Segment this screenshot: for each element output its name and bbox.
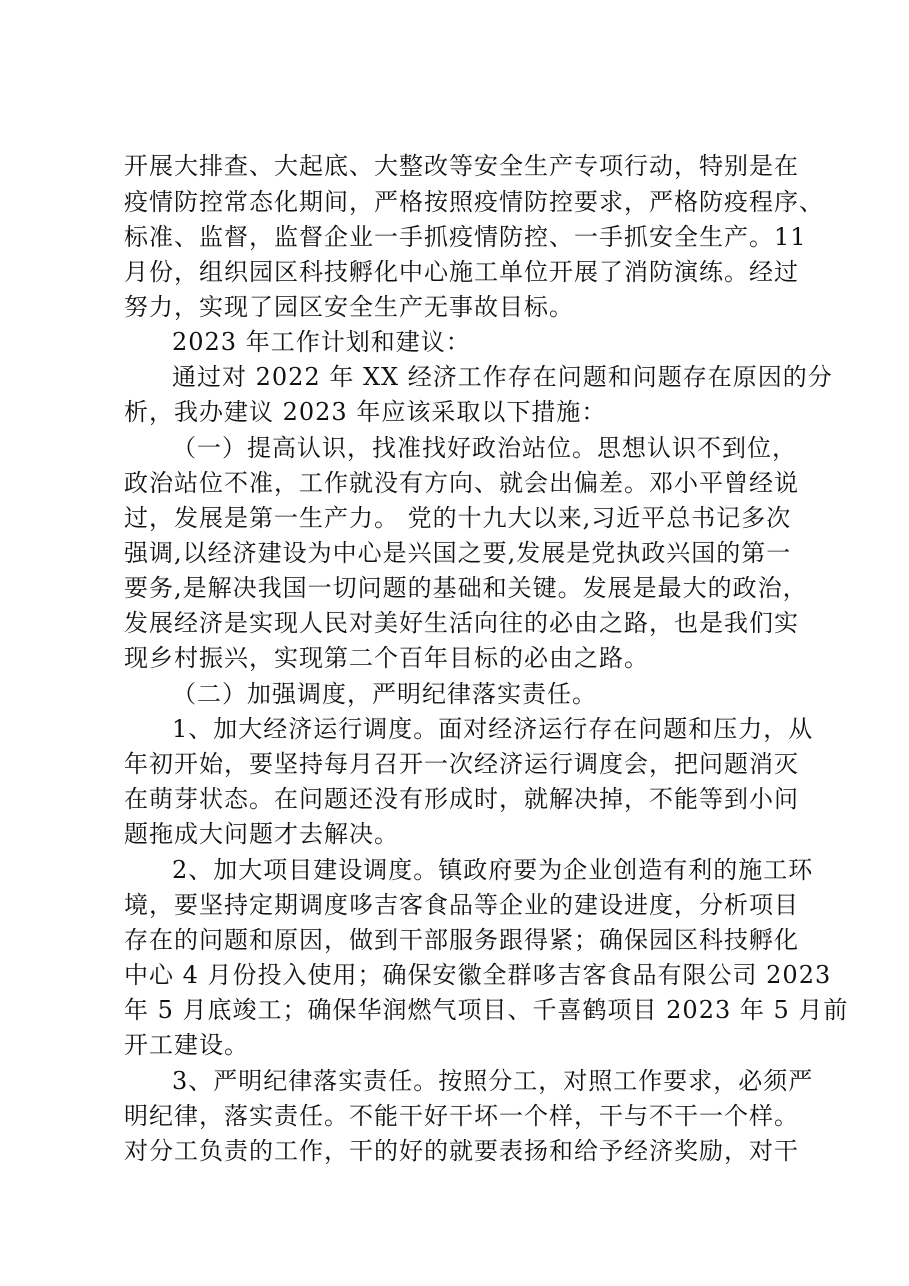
text-line: 通过对 2022 年 XX 经济工作存在问题和问题存在原因的分 [172,363,833,391]
section-heading: 2023 年工作计划和建议： [172,328,471,356]
subheading-two: （二）加强调度，严明纪律落实责任。 [172,680,597,708]
text-line: 题拖成大问题才去解决。 [124,820,399,848]
text-line: 在萌芽状态。在问题还没有形成时，就解决掉，不能等到小问 [124,785,799,813]
text-line: 标准、监督，监督企业一手抓疫情防控、一手抓安全生产。11 [124,223,807,251]
text-line: 要务,是解决我国一切问题的基础和关键。发展是最大的政治， [124,574,808,602]
text-line: 对分工负责的工作，干的好的就要表扬和给予经济奖励，对干 [124,1137,799,1165]
text-line: 年初开始，要坚持每月召开一次经济运行调度会，把问题消灭 [124,750,799,778]
text-line: 境，要坚持定期调度哆吉客食品等企业的建设进度，分析项目 [124,891,799,919]
text-line: 过，发展是第一生产力。 党的十九大以来,习近平总书记多次 [124,504,792,532]
text-line: 强调,以经济建设为中心是兴国之要,发展是党执政兴国的第一 [124,539,792,567]
subheading-one: （一）提高认识，找准找好政治站位。思想认识不到位， [172,434,797,462]
text-line: 中心 4 月份投入使用；确保安徽全群哆吉客食品有限公司 2023 [124,961,832,989]
text-line: 疫情防控常态化期间，严格按照疫情防控要求，严格防疫程序、 [124,188,824,216]
text-line: 开展大排查、大起底、大整改等安全生产专项行动，特别是在 [124,152,799,180]
text-line: 析，我办建议 2023 年应该采取以下措施： [124,398,607,426]
text-line: 月份，组织园区科技孵化中心施工单位开展了消防演练。经过 [124,258,799,286]
text-line: 1、加大经济运行调度。面对经济运行存在问题和压力，从 [172,715,814,743]
text-line: 3、严明纪律落实责任。按照分工，对照工作要求，必须严 [172,1067,814,1095]
text-line: 2、加大项目建设调度。镇政府要为企业创造有利的施工环 [172,856,814,884]
text-line: 年 5 月底竣工；确保华润燃气项目、千喜鹤项目 2023 年 5 月前 [124,996,849,1024]
text-line: 现乡村振兴，实现第二个百年目标的必由之路。 [124,644,649,672]
text-line: 努力，实现了园区安全生产无事故目标。 [124,293,574,321]
text-line: 政治站位不准，工作就没有方向、就会出偏差。邓小平曾经说 [124,469,799,497]
text-line: 开工建设。 [124,1031,249,1059]
text-line: 明纪律，落实责任。不能干好干坏一个样，干与不干一个样。 [124,1102,799,1130]
text-line: 存在的问题和原因，做到干部服务跟得紧；确保园区科技孵化 [124,926,799,954]
text-line: 发展经济是实现人民对美好生活向往的必由之路，也是我们实 [124,609,799,637]
